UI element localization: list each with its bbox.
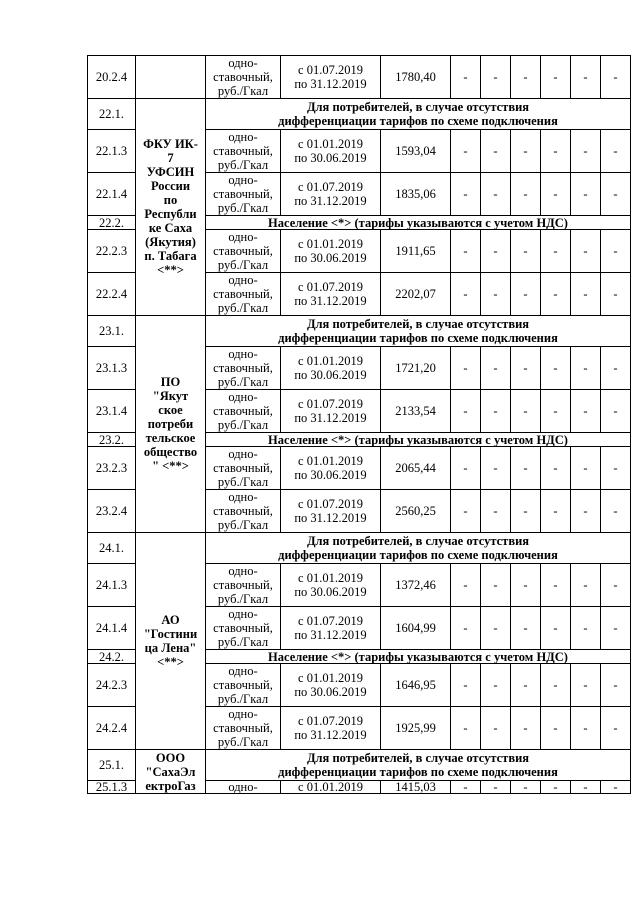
empty-value-cell: - [601, 447, 631, 490]
empty-value-cell: - [571, 173, 601, 216]
tariff-type-cell [206, 230, 281, 273]
empty-value-cell: - [451, 56, 481, 99]
empty-value-cell: - [511, 347, 541, 390]
cell-line: одно- [228, 56, 258, 70]
tariff-type-cell [206, 347, 281, 390]
empty-value-cell: - [451, 347, 481, 390]
cell-line: ское [158, 403, 183, 417]
empty-value-cell: - [601, 490, 631, 533]
cell-line: ке Саха [148, 221, 193, 235]
section-header-cell [206, 750, 631, 781]
empty-value-cell: - [541, 390, 571, 433]
cell-line: ектроГаз [145, 778, 196, 793]
cell-line: с 01.07.2019 [298, 280, 363, 294]
cell-line: ставочный, [213, 144, 273, 158]
cell-line: руб./Гкал [217, 301, 269, 315]
empty-value-cell: - [541, 447, 571, 490]
cell-line: одно- [228, 780, 258, 794]
empty-value-cell: - [451, 664, 481, 707]
tariff-value-cell: 2133,54 [381, 390, 451, 433]
empty-value-cell: - [571, 56, 601, 99]
cell-line: ставочный, [213, 244, 273, 258]
row-number-cell: 24.1.3 [88, 564, 136, 607]
tariff-value-cell: 1372,46 [381, 564, 451, 607]
empty-value-cell: - [571, 564, 601, 607]
cell-line: ставочный, [213, 404, 273, 418]
empty-value-cell: - [511, 173, 541, 216]
cell-line: Для потребителей, в случае отсутствия [306, 751, 530, 765]
empty-value-cell: - [511, 390, 541, 433]
tariff-value-cell: 2560,25 [381, 490, 451, 533]
cell-line: руб./Гкал [217, 84, 269, 98]
row-number-cell: 23.1. [88, 316, 136, 347]
tariff-type-cell [206, 490, 281, 533]
cell-line: (Якутия) [145, 235, 196, 249]
cell-line: по 31.12.2019 [294, 411, 367, 425]
empty-value-cell: - [511, 130, 541, 173]
table-row [88, 533, 631, 564]
cell-line: <**> [157, 655, 184, 669]
empty-value-cell: - [571, 347, 601, 390]
empty-value-cell: - [481, 707, 511, 750]
row-number-cell: 24.2. [88, 650, 136, 664]
empty-value-cell: - [541, 607, 571, 650]
organization-name-cell [136, 533, 206, 750]
empty-value-cell: - [601, 230, 631, 273]
cell-line: одно- [228, 273, 258, 287]
empty-value-cell: - [451, 230, 481, 273]
cell-line: по 30.06.2019 [294, 685, 367, 699]
cell-line: ставочный, [213, 287, 273, 301]
cell-line: Для потребителей, в случае отсутствия [306, 100, 530, 114]
empty-value-cell: - [481, 781, 511, 794]
empty-value-cell: - [481, 130, 511, 173]
empty-value-cell: - [511, 447, 541, 490]
empty-value-cell: - [511, 230, 541, 273]
cell-line: одно- [228, 564, 258, 578]
empty-value-cell: - [481, 490, 511, 533]
empty-value-cell: - [451, 490, 481, 533]
cell-line: одно- [228, 707, 258, 721]
empty-value-cell: - [571, 230, 601, 273]
cell-line: одно- [228, 347, 258, 361]
tariff-type-cell [206, 173, 281, 216]
cell-line: руб./Гкал [217, 258, 269, 272]
empty-value-cell: - [541, 56, 571, 99]
cell-line: "СахаЭл [145, 764, 196, 779]
organization-name-cell [136, 750, 206, 794]
tariff-type-cell [206, 390, 281, 433]
cell-line: руб./Гкал [217, 418, 269, 432]
empty-value-cell: - [481, 607, 511, 650]
tariff-type-cell [206, 607, 281, 650]
empty-value-cell: - [601, 707, 631, 750]
empty-value-cell: - [451, 781, 481, 794]
population-header-cell: Население <*> (тарифы указываются с учетом НДС) [206, 650, 631, 664]
empty-value-cell: - [511, 564, 541, 607]
cell-line: по 30.06.2019 [294, 368, 367, 382]
cell-line: руб./Гкал [217, 635, 269, 649]
row-number-cell: 25.1. [88, 750, 136, 781]
empty-value-cell: - [451, 564, 481, 607]
empty-value-cell: - [451, 130, 481, 173]
empty-value-cell: - [601, 390, 631, 433]
period-cell [281, 447, 381, 490]
organization-name-cell [136, 316, 206, 533]
cell-line: дифференциации тарифов по схеме подключения [278, 765, 558, 779]
cell-line: по [163, 193, 178, 207]
empty-value-cell: - [541, 130, 571, 173]
row-number-cell: 22.2. [88, 216, 136, 230]
empty-value-cell: - [481, 347, 511, 390]
empty-value-cell: - [571, 664, 601, 707]
tariff-value-cell: 1593,04 [381, 130, 451, 173]
empty-value-cell: - [511, 707, 541, 750]
empty-value-cell: - [601, 56, 631, 99]
cell-line: ставочный, [213, 621, 273, 635]
cell-line: с 01.01.2019 [298, 780, 363, 794]
cell-line: общество [143, 445, 198, 459]
row-number-cell: 22.1. [88, 99, 136, 130]
empty-value-cell: - [571, 390, 601, 433]
cell-line: по 31.12.2019 [294, 728, 367, 742]
period-cell [281, 390, 381, 433]
cell-line: ца Лена" [144, 641, 197, 655]
cell-line: ставочный, [213, 70, 273, 84]
cell-line: по 31.12.2019 [294, 194, 367, 208]
row-number-cell: 24.2.3 [88, 664, 136, 707]
cell-line: с 01.01.2019 [298, 237, 363, 251]
cell-line: Республи [144, 207, 197, 221]
cell-line: ставочный, [213, 361, 273, 375]
cell-line: по 30.06.2019 [294, 151, 367, 165]
cell-line: одно- [228, 173, 258, 187]
cell-line: одно- [228, 447, 258, 461]
cell-line: ООО [155, 750, 186, 765]
empty-value-cell: - [541, 490, 571, 533]
empty-value-cell: - [481, 56, 511, 99]
empty-value-cell: - [451, 173, 481, 216]
period-cell [281, 781, 381, 794]
tariff-value-cell: 1721,20 [381, 347, 451, 390]
cell-line: руб./Гкал [217, 518, 269, 532]
cell-line: дифференциации тарифов по схеме подключения [278, 114, 558, 128]
tariff-type-cell [206, 707, 281, 750]
cell-line: с 01.01.2019 [298, 454, 363, 468]
section-header-cell [206, 316, 631, 347]
table-row [88, 99, 631, 130]
cell-line: ставочный, [213, 504, 273, 518]
empty-value-cell: - [601, 347, 631, 390]
period-cell [281, 173, 381, 216]
cell-line: по 30.06.2019 [294, 251, 367, 265]
empty-value-cell: - [571, 490, 601, 533]
empty-value-cell: - [541, 707, 571, 750]
row-number-cell: 20.2.4 [88, 56, 136, 99]
cell-line: руб./Гкал [217, 201, 269, 215]
empty-value-cell: - [571, 447, 601, 490]
population-header-cell: Население <*> (тарифы указываются с учетом НДС) [206, 216, 631, 230]
cell-line: Для потребителей, в случае отсутствия [306, 534, 530, 548]
cell-line: Для потребителей, в случае отсутствия [306, 317, 530, 331]
cell-line: с 01.07.2019 [298, 180, 363, 194]
empty-value-cell: - [601, 130, 631, 173]
cell-line: 7 [167, 151, 174, 165]
empty-value-cell: - [571, 781, 601, 794]
cell-line: ФКУ ИК- [143, 137, 198, 151]
tariff-type-cell [206, 781, 281, 794]
empty-value-cell: - [571, 130, 601, 173]
tariff-value-cell: 1646,95 [381, 664, 451, 707]
cell-line: одно- [228, 607, 258, 621]
row-number-cell: 24.1.4 [88, 607, 136, 650]
empty-value-cell: - [451, 447, 481, 490]
cell-line: ставочный, [213, 461, 273, 475]
empty-value-cell: - [511, 273, 541, 316]
empty-value-cell: - [571, 607, 601, 650]
empty-value-cell: - [601, 564, 631, 607]
cell-line: одно- [228, 664, 258, 678]
cell-line: руб./Гкал [217, 692, 269, 706]
section-header-cell [206, 99, 631, 130]
cell-line: <**> [157, 263, 184, 277]
cell-line: ставочный, [213, 187, 273, 201]
empty-value-cell: - [571, 707, 601, 750]
cell-line: руб./Гкал [217, 375, 269, 389]
period-cell [281, 230, 381, 273]
tariff-value-cell: 1780,40 [381, 56, 451, 99]
tariff-type-cell [206, 447, 281, 490]
cell-line: п. Табага [144, 249, 197, 263]
row-number-cell: 23.2.4 [88, 490, 136, 533]
tariff-value-cell: 1604,99 [381, 607, 451, 650]
empty-value-cell: - [571, 273, 601, 316]
cell-line: одно- [228, 390, 258, 404]
tariff-value-cell: 1925,99 [381, 707, 451, 750]
period-cell [281, 273, 381, 316]
cell-line: с 01.07.2019 [298, 63, 363, 77]
cell-line: с 01.01.2019 [298, 571, 363, 585]
empty-value-cell: - [511, 490, 541, 533]
empty-value-cell: - [481, 230, 511, 273]
tariff-type-cell [206, 273, 281, 316]
period-cell [281, 607, 381, 650]
empty-value-cell: - [541, 173, 571, 216]
tariff-table [87, 55, 631, 794]
period-cell [281, 130, 381, 173]
cell-line: руб./Гкал [217, 592, 269, 606]
cell-line: ставочный, [213, 578, 273, 592]
empty-value-cell: - [541, 347, 571, 390]
cell-line: дифференциации тарифов по схеме подключения [278, 548, 558, 562]
cell-line: по 31.12.2019 [294, 77, 367, 91]
cell-line: по 31.12.2019 [294, 294, 367, 308]
cell-line: одно- [228, 490, 258, 504]
cell-line: ставочный, [213, 721, 273, 735]
cell-line: руб./Гкал [217, 475, 269, 489]
empty-value-cell: - [481, 273, 511, 316]
cell-line: ПО [160, 375, 181, 389]
empty-value-cell: - [511, 56, 541, 99]
empty-value-cell: - [541, 273, 571, 316]
row-number-cell: 22.1.3 [88, 130, 136, 173]
cell-line: с 01.07.2019 [298, 714, 363, 728]
table-row [88, 750, 631, 781]
empty-value-cell: - [601, 273, 631, 316]
tariff-type-cell [206, 56, 281, 99]
cell-line: руб./Гкал [217, 735, 269, 749]
empty-value-cell: - [451, 707, 481, 750]
tariff-value-cell: 2202,07 [381, 273, 451, 316]
empty-value-cell: - [511, 664, 541, 707]
cell-line: по 30.06.2019 [294, 468, 367, 482]
cell-line: одно- [228, 130, 258, 144]
empty-value-cell: - [481, 664, 511, 707]
empty-value-cell: - [481, 447, 511, 490]
empty-value-cell: - [511, 607, 541, 650]
empty-value-cell: - [601, 664, 631, 707]
empty-value-cell: - [601, 173, 631, 216]
cell-line: тельское [145, 431, 196, 445]
cell-line: одно- [228, 230, 258, 244]
row-number-cell: 24.2.4 [88, 707, 136, 750]
table-row [88, 56, 631, 99]
period-cell [281, 56, 381, 99]
row-number-cell: 23.1.3 [88, 347, 136, 390]
period-cell [281, 490, 381, 533]
tariff-type-cell [206, 664, 281, 707]
tariff-value-cell: 1911,65 [381, 230, 451, 273]
cell-line: по 31.12.2019 [294, 511, 367, 525]
row-number-cell: 23.2. [88, 433, 136, 447]
organization-name-cell [136, 56, 206, 99]
population-header-cell: Население <*> (тарифы указываются с учетом НДС) [206, 433, 631, 447]
cell-line: с 01.01.2019 [298, 137, 363, 151]
cell-line: потреби [147, 417, 194, 431]
empty-value-cell: - [541, 230, 571, 273]
cell-line: " <**> [152, 459, 189, 473]
tariff-table-body [88, 56, 631, 794]
empty-value-cell: - [601, 607, 631, 650]
period-cell [281, 347, 381, 390]
cell-line: дифференциации тарифов по схеме подключения [278, 331, 558, 345]
tariff-type-cell [206, 130, 281, 173]
empty-value-cell: - [451, 273, 481, 316]
empty-value-cell: - [451, 390, 481, 433]
row-number-cell: 25.1.3 [88, 781, 136, 794]
empty-value-cell: - [451, 607, 481, 650]
period-cell [281, 564, 381, 607]
cell-line: с 01.01.2019 [298, 671, 363, 685]
row-number-cell: 22.2.4 [88, 273, 136, 316]
cell-line: России [150, 179, 191, 193]
cell-line: УФСИН [146, 165, 195, 179]
table-row [88, 316, 631, 347]
cell-line: с 01.07.2019 [298, 614, 363, 628]
organization-name-cell [136, 99, 206, 316]
cell-line: по 31.12.2019 [294, 628, 367, 642]
tariff-type-cell [206, 564, 281, 607]
cell-line: "Якут [152, 389, 189, 403]
empty-value-cell: - [481, 173, 511, 216]
cell-line: с 01.01.2019 [298, 354, 363, 368]
tariff-value-cell: 2065,44 [381, 447, 451, 490]
cell-line: АО [161, 613, 180, 627]
period-cell [281, 707, 381, 750]
section-header-cell [206, 533, 631, 564]
period-cell [281, 664, 381, 707]
cell-line: "Гостини [143, 627, 198, 641]
empty-value-cell: - [511, 781, 541, 794]
row-number-cell: 23.2.3 [88, 447, 136, 490]
cell-line: с 01.07.2019 [298, 397, 363, 411]
cell-line: ставочный, [213, 678, 273, 692]
empty-value-cell: - [541, 781, 571, 794]
cell-line: руб./Гкал [217, 158, 269, 172]
empty-value-cell: - [481, 390, 511, 433]
cell-line: по 30.06.2019 [294, 585, 367, 599]
row-number-cell: 22.2.3 [88, 230, 136, 273]
tariff-value-cell: 1835,06 [381, 173, 451, 216]
empty-value-cell: - [541, 664, 571, 707]
row-number-cell: 24.1. [88, 533, 136, 564]
row-number-cell: 22.1.4 [88, 173, 136, 216]
empty-value-cell: - [481, 564, 511, 607]
cell-line: с 01.07.2019 [298, 497, 363, 511]
empty-value-cell: - [601, 781, 631, 794]
row-number-cell: 23.1.4 [88, 390, 136, 433]
tariff-value-cell: 1415,03 [381, 781, 451, 794]
empty-value-cell: - [541, 564, 571, 607]
